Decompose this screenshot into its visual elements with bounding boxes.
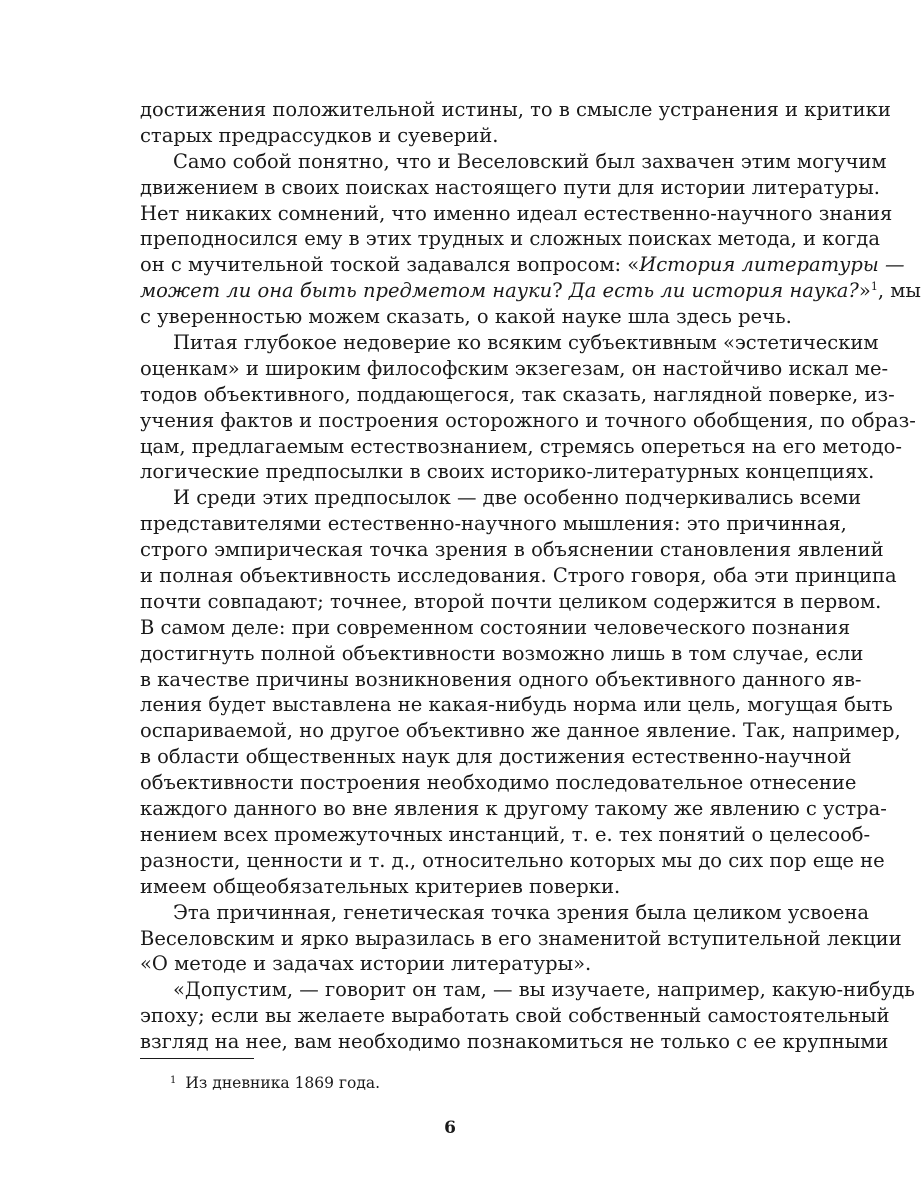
footnote-text: Из дневника 1869 года. — [185, 1074, 381, 1092]
text-line: с уверенностью можем сказать, о какой науке шла здесь речь. — [140, 305, 792, 329]
text-line: «Допустим, — говорит он там, — вы изучаете, например, какую-нибудь — [173, 978, 915, 1002]
text-run: , мы — [877, 279, 921, 303]
text-line: «О методе и задачах истории литературы». — [140, 952, 592, 976]
text-line: объективности построения необходимо последовательное отнесение — [140, 771, 857, 795]
text-line: преподносился ему в этих трудных и сложных поисках метода, и когда — [140, 227, 880, 251]
text-line: Само собой понятно, что и Веселовский был захвачен этим могучим — [173, 149, 887, 173]
quote-italic: История литературы — — [639, 253, 905, 277]
footnote — [170, 1073, 770, 1093]
page-number: 6 — [444, 1118, 456, 1138]
text-line: старых предрассудков и суеверий. — [140, 123, 499, 147]
quote-italic: Да есть ли история наука? — [568, 279, 859, 303]
text-line — [140, 278, 921, 304]
text-line: взгляд на нее, вам необходимо познакомиться не только с ее крупными — [140, 1030, 889, 1054]
text-line: оценкам» и широким философским экзегезам, он настойчиво искал ме- — [140, 356, 889, 380]
text-line: и полная объективность исследования. Строго говоря, оба эти принципа — [140, 564, 897, 588]
text-line: движением в своих поисках настоящего пути для истории литературы. — [140, 175, 880, 199]
text-line: Эта причинная, генетическая точка зрения была целиком усвоена — [173, 900, 870, 924]
text-line: строго эмпирическая точка зрения в объяснении становления явлений — [140, 538, 884, 562]
text-line: оспариваемой, но другое объективно же данное явление. Так, например, — [140, 719, 901, 743]
text-line: эпоху; если вы желаете выработать свой собственный самостоятельный — [140, 1004, 890, 1028]
text-line: достигнуть полной объективности возможно лишь в том случае, если — [140, 641, 864, 665]
text-line: почти совпадают; точнее, второй почти целиком содержится в первом. — [140, 589, 882, 613]
text-run: » — [858, 279, 871, 303]
text-line: в качестве причины возникновения одного объективного данного яв- — [140, 667, 862, 691]
text-line: разности, ценности и т. д., относительно которых мы до сих пор еще не — [140, 848, 885, 872]
text-line: Питая глубокое недоверие ко всяким субъективным «эстетическим — [173, 331, 879, 355]
text-line: Веселовским и ярко выразилась в его знаменитой вступительной лекции — [140, 926, 902, 950]
text-line: логические предпосылки в своих историко-литературных концепциях. — [140, 460, 875, 484]
footnote-marker: 1 — [170, 1075, 177, 1086]
text-run: он с мучительной тоской задавался вопросом: « — [140, 253, 640, 277]
text-line: каждого данного во вне явления к другому такому же явлению с устра- — [140, 797, 887, 821]
quote-italic: может ли она быть предметом науки — [140, 279, 553, 303]
text-line: нением всех промежуточных инстанций, т. е. тех понятий о целесооб- — [140, 822, 871, 846]
text-line: имеем общеобязательных критериев поверки. — [140, 874, 621, 898]
text-line: ления будет выставлена не какая-нибудь норма или цель, могущая быть — [140, 693, 893, 717]
text-line: в области общественных наук для достижения естественно-научной — [140, 745, 852, 769]
footnote-ref: 1 — [870, 280, 878, 294]
footnote-divider — [140, 1058, 254, 1059]
text-line: И среди этих предпосылок — две особенно подчеркивались всеми — [173, 486, 862, 510]
text-run: ? — [552, 279, 569, 303]
text-line: Нет никаких сомнений, что именно идеал естественно-научного знания — [140, 201, 893, 225]
text-line: представителями естественно-научного мышления: это причинная, — [140, 512, 847, 536]
text-line: В самом деле: при современном состоянии человеческого познания — [140, 615, 851, 639]
text-line: цам, предлагаемым естествознанием, стремясь опереться на его методо- — [140, 434, 902, 458]
text-line — [140, 252, 905, 278]
body-text — [140, 97, 921, 1055]
text-line: достижения положительной истины, то в смысле устранения и критики — [140, 98, 891, 121]
text-line: учения фактов и построения осторожного и точного обобщения, по образ- — [140, 408, 916, 432]
text-line: тодов объективного, поддающегося, так сказать, наглядной поверке, из- — [140, 382, 895, 406]
